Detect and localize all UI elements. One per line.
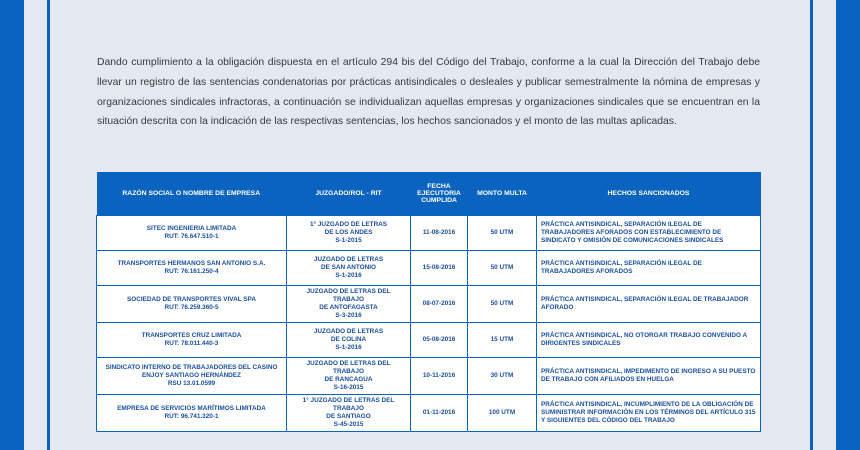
cell-empresa: SINDICATO INTERNO DE TRABAJADORES DEL CASINO ENJOY SANTIAGO HERNÁNDEZ RSU 13.01.0599 <box>97 358 287 395</box>
cell-juzgado: JUZGADO DE LETRAS DE SAN ANTONIO S-1-2016 <box>287 251 411 286</box>
cell-monto: 50 UTM <box>468 286 537 323</box>
table-row <box>97 251 761 286</box>
cell-fecha: 10-11-2016 <box>411 358 468 395</box>
cell-hechos: PRÁCTICA ANTISINDICAL, NO OTORGAR TRABAJO CONVENIDO A DIRIGENTES SINDICALES <box>537 323 761 358</box>
cell-hechos: PRÁCTICA ANTISINDICAL, INCUMPLIMIENTO DE LA OBLIGACIÓN DE SUMINISTRAR INFORMACIÓN EN LOS TÉRMINOS DEL ARTÍCULO 315 Y SIGUIENTES DEL CÓDIGO DEL TRABAJO <box>537 395 761 432</box>
cell-fecha: 08-07-2016 <box>411 286 468 323</box>
table-row <box>97 286 761 323</box>
table-header-row <box>97 172 761 216</box>
cell-fecha: 15-08-2016 <box>411 251 468 286</box>
cell-monto: 30 UTM <box>468 358 537 395</box>
header-monto: MONTO MULTA <box>468 172 537 216</box>
cell-hechos: PRÁCTICA ANTISINDICAL, SEPARACIÓN ILEGAL DE TRABAJADORES AFORADOS CON ESTABLECIMIENTO DE SINDICATO Y OMISIÓN DE COMUNICACIONES SINDICALES <box>537 216 761 251</box>
cell-hechos: PRÁCTICA ANTISINDICAL, SEPARACIÓN ILEGAL DE TRABAJADOR AFORADO <box>537 286 761 323</box>
table-row <box>97 395 761 432</box>
cell-hechos: PRÁCTICA ANTISINDICAL, SEPARACIÓN ILEGAL DE TRABAJADORES AFORADOS <box>537 251 761 286</box>
cell-empresa: EMPRESA DE SERVICIOS MARÍTIMOS LIMITADA RUT: 96.741.320-1 <box>97 395 287 432</box>
cell-juzgado: 1° JUZGADO DE LETRAS DEL TRABAJO DE SANTIAGO S-45-2015 <box>287 395 411 432</box>
right-border-line <box>810 0 813 450</box>
sentencias-table <box>96 172 761 432</box>
cell-juzgado: JUZGADO DE LETRAS DE COLINA S-1-2016 <box>287 323 411 358</box>
intro-paragraph: Dando cumplimiento a la obligación dispuesta en el artículo 294 bis del Código del Trabajo, conforme a la cual la Dirección del Trabajo debe llevar un registro de las sentencias condenatorias por prácticas antisindicales o desleales y publicar semestralmente la nómina de empresas y organizaciones sindicales infractoras, a continuación se individualizan aquellas empresas y organizaciones sindicales que se encuentran en la situación descrita con la indicación de las respectivas sentencias, los hechos sancionados y el monto de las multas aplicadas. <box>97 57 760 128</box>
cell-monto: 50 UTM <box>468 216 537 251</box>
cell-fecha: 05-08-2016 <box>411 323 468 358</box>
table-row <box>97 323 761 358</box>
left-border-line <box>47 0 50 450</box>
header-hechos: HECHOS SANCIONADOS <box>537 172 761 216</box>
table-row <box>97 216 761 251</box>
header-fecha: FECHA EJECUTORIA CUMPLIDA <box>411 172 468 216</box>
cell-fecha: 01-11-2016 <box>411 395 468 432</box>
cell-empresa: SOCIEDAD DE TRANSPORTES VIVAL SPA RUT: 76.259.360-5 <box>97 286 287 323</box>
table-row <box>97 358 761 395</box>
cell-monto: 50 UTM <box>468 251 537 286</box>
cell-juzgado: 1° JUZGADO DE LETRAS DE LOS ANDES S-1-2015 <box>287 216 411 251</box>
cell-empresa: TRANSPORTES CRUZ LIMITADA RUT: 78.011.440-3 <box>97 323 287 358</box>
cell-hechos: PRÁCTICA ANTISINDICAL, IMPEDIMENTO DE INGRESO A SU PUESTO DE TRABAJO CON AFILIADOS EN HUELGA <box>537 358 761 395</box>
cell-monto: 15 UTM <box>468 323 537 358</box>
cell-empresa: TRANSPORTES HERMANOS SAN ANTONIO S.A. RUT: 76.161.250-4 <box>97 251 287 286</box>
header-juzgado: JUZGADO/ROL - RIT <box>287 172 411 216</box>
header-empresa: RAZÓN SOCIAL O NOMBRE DE EMPRESA <box>97 172 287 216</box>
cell-monto: 100 UTM <box>468 395 537 432</box>
cell-juzgado: JUZGADO DE LETRAS DEL TRABAJO DE ANTOFAGASTA S-3-2016 <box>287 286 411 323</box>
cell-juzgado: JUZGADO DE LETRAS DEL TRABAJO DE RANCAGUA S-16-2015 <box>287 358 411 395</box>
cell-fecha: 11-08-2016 <box>411 216 468 251</box>
cell-empresa: SITEC INGENIERIA LIMITADA RUT: 76.647.510-1 <box>97 216 287 251</box>
